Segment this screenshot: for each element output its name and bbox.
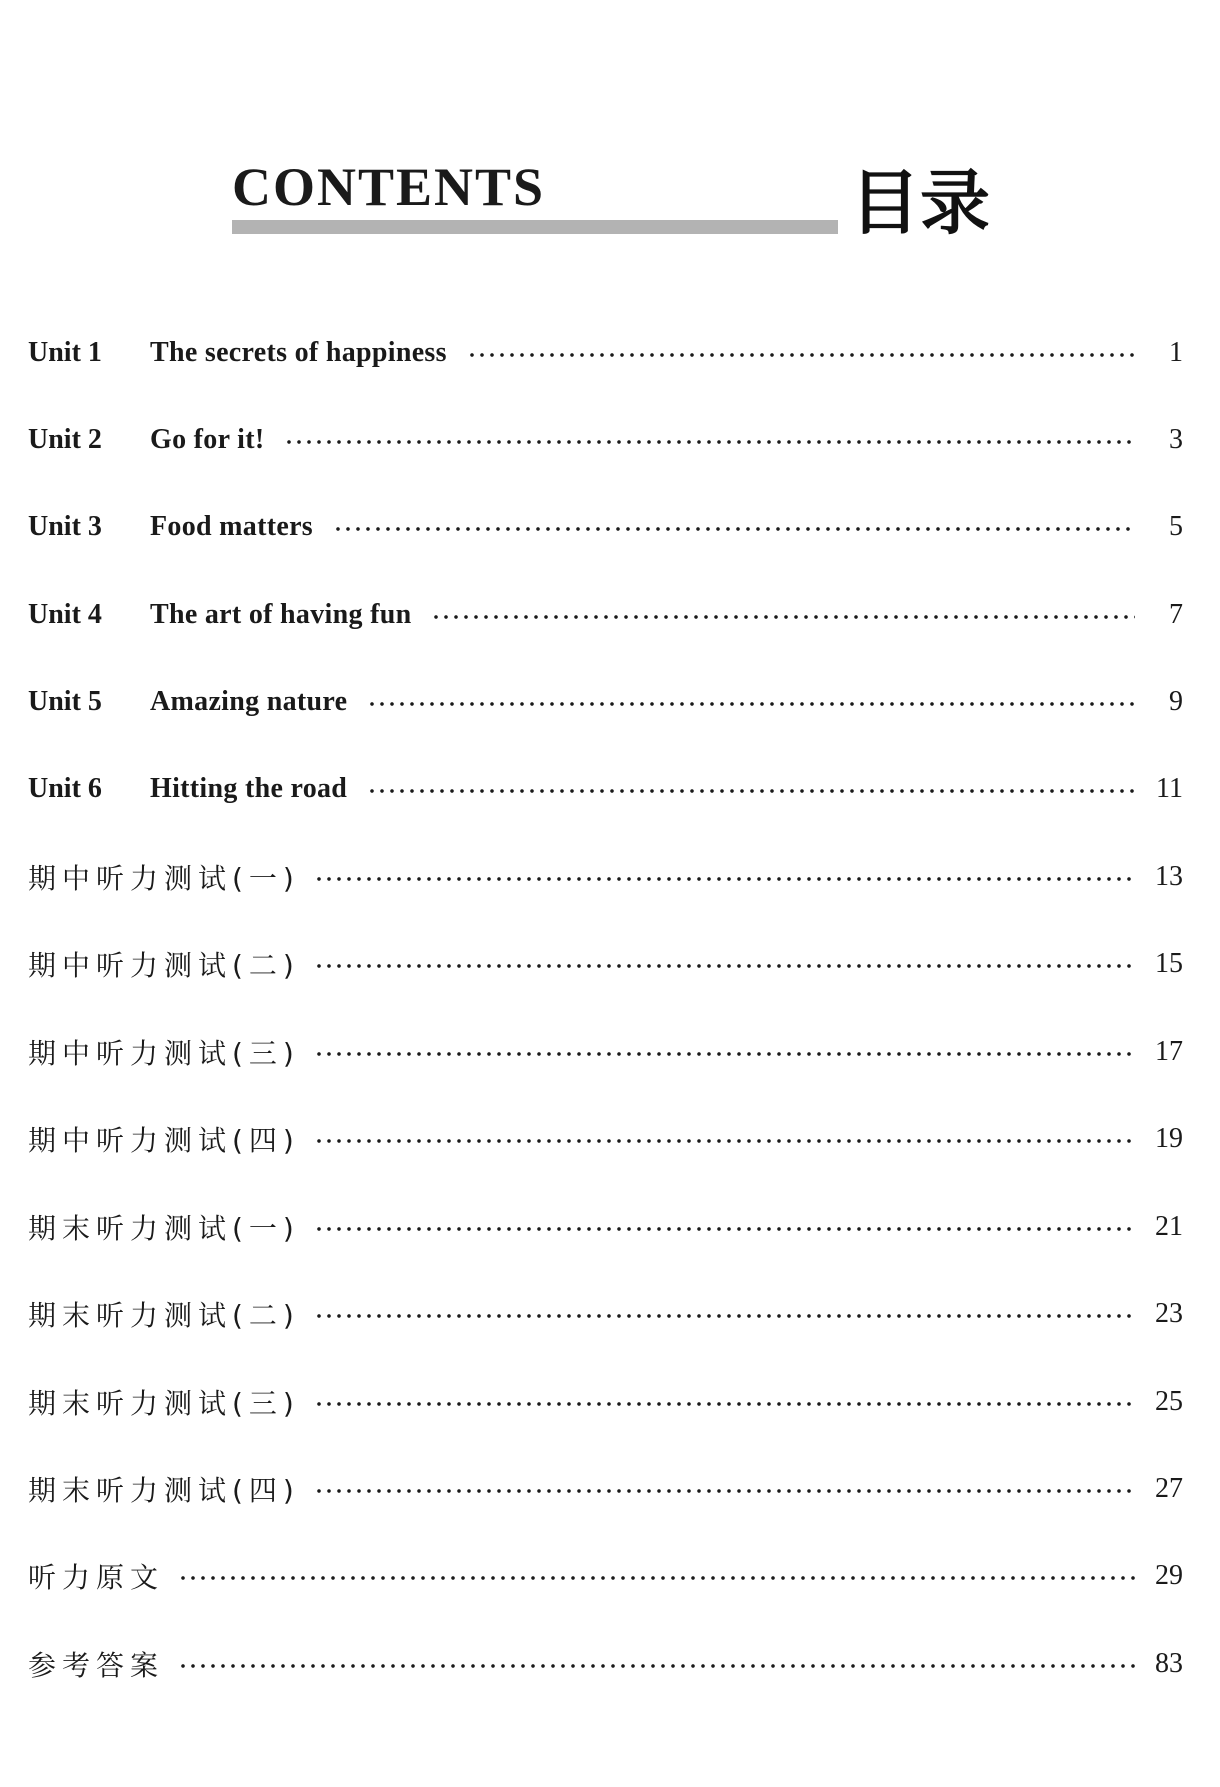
dot-leader (314, 1401, 1135, 1407)
entry-title: Food matters (150, 511, 314, 542)
page-number: 17 (1155, 1036, 1183, 1067)
entry-title: The art of having fun (150, 599, 412, 630)
entry-title: Amazing nature (150, 686, 348, 717)
entry-title: 期末听力测试(二) (28, 1299, 300, 1332)
page-number: 1 (1169, 337, 1183, 368)
page-number: 21 (1155, 1211, 1183, 1242)
dot-leader (314, 1226, 1135, 1232)
toc-entry-midterm-test-4[interactable] (28, 1115, 1183, 1163)
page-number: 83 (1155, 1648, 1183, 1679)
dot-leader (314, 1313, 1135, 1319)
page-number: 3 (1169, 424, 1183, 455)
toc-entry-unit-2[interactable] (28, 416, 1183, 464)
toc-entry-midterm-test-2[interactable] (28, 940, 1183, 988)
page-number: 13 (1155, 861, 1183, 892)
dot-leader (333, 526, 1135, 532)
page-number: 7 (1169, 599, 1183, 630)
entry-title: 期中听力测试(四) (28, 1124, 300, 1157)
page-number: 25 (1155, 1386, 1183, 1417)
unit-label: Unit 4 (28, 599, 102, 630)
chinese-title: 目录 (850, 162, 990, 244)
page-number: 23 (1155, 1298, 1183, 1329)
toc-entry-midterm-test-1[interactable] (28, 853, 1183, 901)
dot-leader (314, 963, 1135, 969)
page-number: 15 (1155, 948, 1183, 979)
unit-label: Unit 3 (28, 511, 102, 542)
entry-title: 期末听力测试(一) (28, 1212, 300, 1245)
toc-entry-unit-3[interactable] (28, 503, 1183, 551)
entry-title: Hitting the road (150, 773, 348, 804)
toc-entry-final-test-2[interactable] (28, 1290, 1183, 1338)
dot-leader (284, 439, 1135, 445)
entry-title: 期中听力测试(二) (28, 949, 300, 982)
dot-leader (467, 352, 1135, 358)
entry-title: 期中听力测试(三) (28, 1037, 300, 1070)
unit-label: Unit 6 (28, 773, 102, 804)
page-number: 19 (1155, 1123, 1183, 1154)
unit-label: Unit 5 (28, 686, 102, 717)
dot-leader (314, 1051, 1135, 1057)
dot-leader (367, 701, 1135, 707)
toc-entry-unit-4[interactable] (28, 591, 1183, 639)
toc-entry-final-test-4[interactable] (28, 1465, 1183, 1513)
dot-leader (178, 1575, 1135, 1581)
dot-leader (314, 1138, 1135, 1144)
entry-title: The secrets of happiness (150, 337, 447, 368)
entry-title: 期末听力测试(四) (28, 1474, 300, 1507)
unit-label: Unit 2 (28, 424, 102, 455)
dot-leader (314, 876, 1135, 882)
dot-leader (367, 788, 1135, 794)
entry-title: 听力原文 (28, 1561, 165, 1594)
entry-title: 期中听力测试(一) (28, 862, 300, 895)
dot-leader (431, 614, 1135, 620)
dot-leader (178, 1663, 1135, 1669)
entry-title: Go for it! (150, 424, 265, 455)
toc-entry-unit-6[interactable] (28, 765, 1183, 813)
toc-entry-unit-5[interactable] (28, 678, 1183, 726)
page-number: 27 (1155, 1473, 1183, 1504)
contents-title: CONTENTS (232, 157, 546, 217)
toc-entry-final-test-1[interactable] (28, 1203, 1183, 1251)
toc-entry-final-test-3[interactable] (28, 1378, 1183, 1426)
page-number: 29 (1155, 1560, 1183, 1591)
toc-entry-midterm-test-3[interactable] (28, 1028, 1183, 1076)
toc-entry-listening-transcripts[interactable] (28, 1552, 1183, 1600)
dot-leader (314, 1488, 1135, 1494)
unit-label: Unit 1 (28, 337, 102, 368)
toc-entry-answer-key[interactable] (28, 1640, 1183, 1688)
page-number: 5 (1169, 511, 1183, 542)
page-number: 11 (1156, 773, 1183, 804)
page-number: 9 (1169, 686, 1183, 717)
toc-entry-unit-1[interactable] (28, 329, 1183, 377)
entry-title: 参考答案 (28, 1649, 165, 1682)
entry-title: 期末听力测试(三) (28, 1387, 300, 1420)
